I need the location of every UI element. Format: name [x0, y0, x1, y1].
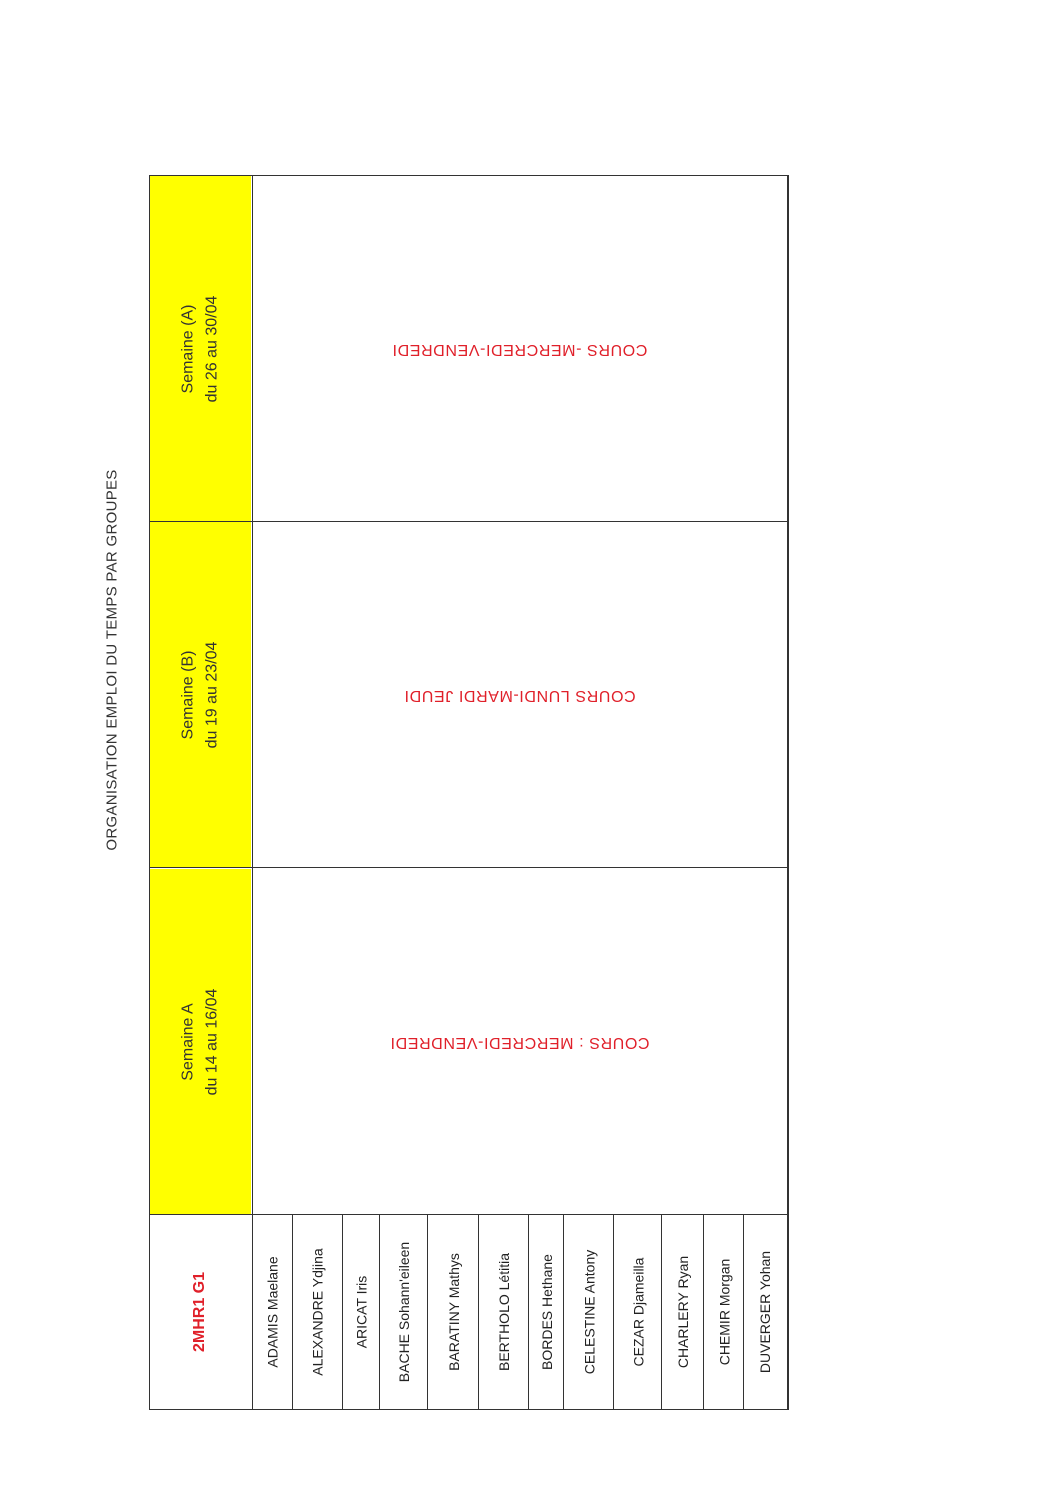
table-border-top: [149, 175, 789, 176]
student-divider: [743, 1214, 744, 1410]
student-cell: [662, 1216, 704, 1408]
week-1-cours: COURS : MERCREDI-VENDREDI: [390, 1033, 650, 1051]
week-2-dates: du 19 au 23/04: [203, 641, 221, 748]
student-divider: [661, 1214, 662, 1410]
student-cell: [529, 1216, 564, 1408]
week-header-1: [150, 869, 251, 1214]
student-name: ALEXANDRE Ydjina: [310, 1248, 326, 1376]
week-3-schedule: [253, 176, 787, 521]
week-3-cours: COURS -MERCREDI-VENDREDI: [392, 340, 648, 358]
student-divider: [379, 1214, 380, 1410]
student-divider: [342, 1214, 343, 1410]
week-2-schedule: [253, 522, 787, 867]
week-header-3: [150, 176, 251, 521]
student-cell: [744, 1216, 787, 1408]
week-3-dates: du 26 au 30/04: [203, 295, 221, 402]
student-name: BORDES Hethane: [538, 1254, 555, 1370]
week-header-2: [150, 522, 251, 867]
student-name: BARATINY Mathys: [445, 1253, 462, 1371]
student-name: ARICAT Iris: [353, 1275, 370, 1349]
group-label: 2MHR1 G1: [191, 1271, 209, 1353]
week-divider: [149, 521, 789, 522]
student-name: CHARLERY Ryan: [675, 1255, 691, 1369]
table-border-right: [787, 175, 789, 1410]
week-3-label: Semaine (A): [179, 304, 197, 393]
page-title: ORGANISATION EMPLOI DU TEMPS PAR GROUPES: [103, 469, 121, 851]
group-header: [150, 1216, 251, 1408]
student-name: CELESTINE Antony: [581, 1249, 598, 1375]
student-divider: [613, 1214, 614, 1410]
week-2-label: Semaine (B): [179, 650, 197, 739]
student-cell: [380, 1216, 428, 1408]
week-2-cours: COURS LUNDI-MARDI JEUDI: [404, 686, 636, 704]
week-1-label: Semaine A: [179, 1002, 197, 1081]
student-name: BERTHOLO Létitia: [496, 1252, 513, 1372]
student-cell: [564, 1216, 614, 1408]
student-name: BACHE Sohann'eileen: [396, 1241, 412, 1383]
student-name: CHEMIR Morgan: [716, 1258, 732, 1366]
student-divider: [563, 1214, 564, 1410]
student-cell: [343, 1216, 380, 1408]
student-cell: [293, 1216, 343, 1408]
student-name: DUVERGER Yohan: [757, 1250, 774, 1374]
student-cell: [479, 1216, 529, 1408]
week-1-dates: du 14 au 16/04: [203, 988, 221, 1095]
student-name: ADAMIS Maelane: [265, 1256, 281, 1368]
table-border-left: [149, 175, 150, 1410]
student-divider: [478, 1214, 479, 1410]
student-divider: [528, 1214, 529, 1410]
student-cell: [253, 1216, 293, 1408]
student-divider: [703, 1214, 704, 1410]
week-1-schedule: [253, 869, 787, 1214]
student-cell: [704, 1216, 744, 1408]
header-divider: [252, 175, 253, 1410]
student-cell: [614, 1216, 662, 1408]
student-divider: [292, 1214, 293, 1410]
student-divider: [427, 1214, 428, 1410]
students-divider: [149, 1214, 789, 1215]
table-border-bottom: [149, 1409, 789, 1410]
week-divider: [149, 867, 789, 868]
student-cell: [428, 1216, 479, 1408]
student-name: CEZAR Djameilla: [630, 1257, 647, 1367]
